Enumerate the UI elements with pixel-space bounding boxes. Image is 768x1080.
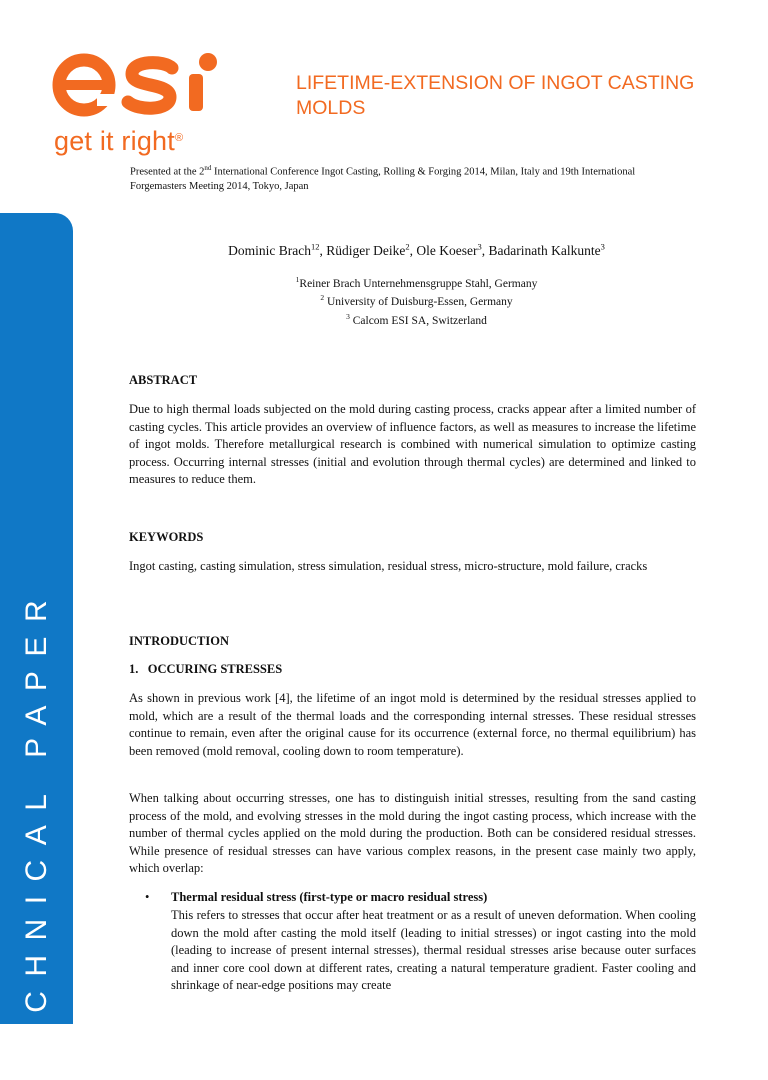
- author: Rüdiger Deike$^2$,: [326, 241, 417, 258]
- affiliation: $^3$ Calcom ESI SA, Switzerland: [346, 311, 487, 327]
- presented-note: Presented at the 2nd International Conference Ingot Casting, Rolling & Forging 2014, Milan, Italy and 19th International Forgemasters Meeting 2014, Tokyo, Japan: [130, 164, 636, 192]
- keywords-heading: KEYWORDS: [129, 530, 204, 544]
- section-heading: 1. OCCURING STRESSES: [129, 662, 283, 676]
- paper-title: LIFETIME-EXTENSION OF INGOT CASTING MOLDS: [296, 72, 695, 119]
- author: Ole Koeser$^3$,: [416, 241, 489, 258]
- affiliation: $^2$ University of Duisburg-Essen, Germany: [320, 293, 513, 309]
- esi-logo-mark: [52, 50, 227, 120]
- affiliation-list: [0, 273, 768, 328]
- bullet-text: This refers to stresses that occur after heat treatment or as a result of uneven deformation. When cooling down the mold after casting the mold itself (leading to initial stresses) or ingot casting into the mold (leading to increase of present internal stresses), thermal residual stresses arise because outer surfaces and inner core cool down at different rates, creating a natural temperature gradient. Faster cooling and shrinkage of near-edge positions may create: [171, 908, 696, 992]
- introduction-heading: INTRODUCTION: [129, 634, 230, 648]
- bullet-title: Thermal residual stress (first-type or macro residual stress): [171, 890, 488, 904]
- intro-paragraph-2: When talking about occurring stresses, one has to distinguish initial stresses, resulting from the sand casting process of the mold, and evolving stresses in the mold during the ingot casting process, which increase with the number of thermal cycles applied on the mold during the production. Both can be considered residual stresses. While presence of residual stresses can have various complex reasons, in the present case mainly two apply, which overlap:: [129, 791, 696, 875]
- author: Badarinath Kalkunte$^3$: [488, 241, 605, 258]
- author: Dominic Brach$^{12}$,: [228, 241, 327, 258]
- keywords-text: Ingot casting, casting simulation, stress simulation, residual stress, micro-structure, mold failure, cracks: [129, 559, 648, 573]
- affiliation: $^1$Reiner Brach Unternehmensgruppe Stahl, Germany: [295, 275, 538, 290]
- brand-tagline: get it right®: [54, 126, 184, 156]
- intro-paragraph-1: As shown in previous work [4], the lifetime of an ingot mold is determined by the residual stresses applied to mold, which are a result of the thermal loads and the corresponding internal stresses. These residual stresses continue to remain, even after the original cause for its occurrence (external force, no thermal equilibrium) has been removed (mold removal, cooling down to room temperature).: [129, 691, 696, 758]
- sidebar-label: TECHNICAL PAPER: [20, 585, 53, 1080]
- abstract-text: Due to high thermal loads subjected on the mold during casting process, cracks appear after a limited number of casting cycles. This article provides an overview of influence factors, as well as measures to increase the lifetime of ingot molds. Therefore metallurgical research is combined with numerical simulation to optimize casting process. Occurring internal stresses (initial and evolution through thermal cycles) are determined and linked to measures to reduce them.: [129, 402, 696, 486]
- sidebar-band: [0, 213, 73, 1080]
- bullet-mark: •: [145, 890, 150, 904]
- esi-logo: [52, 50, 232, 160]
- abstract-heading: ABSTRACT: [129, 373, 198, 387]
- author-list: [0, 241, 768, 259]
